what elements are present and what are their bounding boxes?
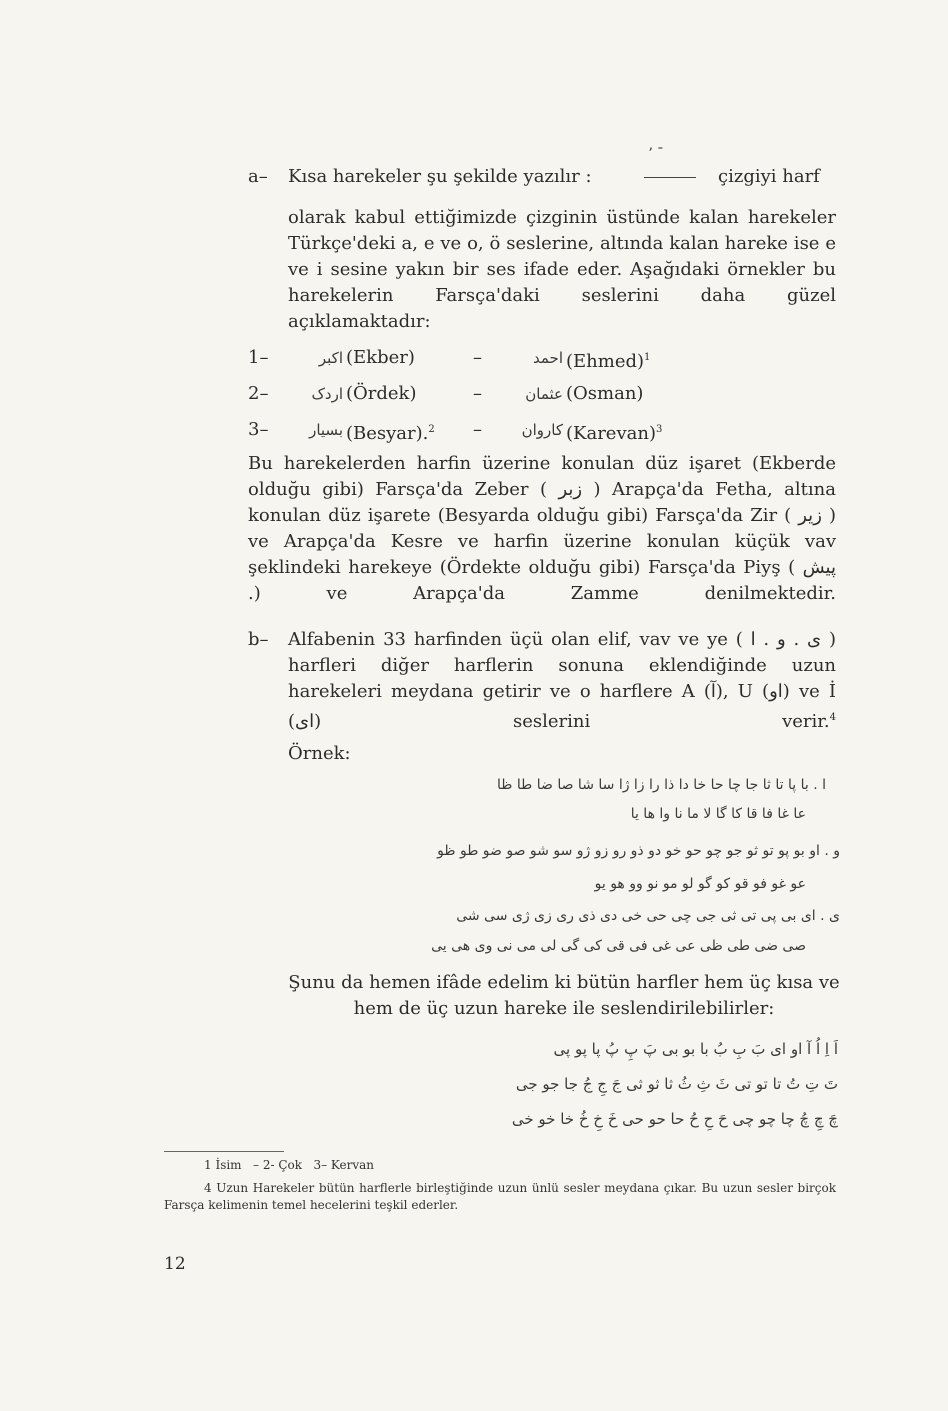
example-row	[248, 417, 708, 445]
ornek-heading: Örnek:	[288, 743, 351, 764]
arabic-row: ا . با پا تا ثا جا چا حا خا دا ذا را زا ژا سا شا صا ضا طا ظا	[497, 777, 826, 793]
harf-row: تَ تِ تُ تا تو تی ثَ ثِ ثُ ثا ثو ثی جَ جِ جُ جا جو جی	[515, 1075, 838, 1093]
section-a-after-mark: çizgiyi harf	[718, 166, 820, 187]
harf-row: اَ اِ اُ آ او ای بَ بِ بُ با بو بی پَ پِ پُ پا پو پی	[553, 1040, 838, 1058]
section-b-text: Alfabenin 33 harfinden üçü olan elif, vav ve ye ( ی . و . ا ) harfleri diğer harflerin sonuna eklendiğinde uzun harekeleri meydana getirir ve o harflere A (آ), U (او) ve İ (ای) seslerini verir.$^4$	[288, 629, 836, 732]
farsi-word: احمد	[533, 349, 563, 367]
example-number: 3–	[248, 419, 269, 440]
section-a-first-line: Kısa harekeler şu şekilde yazılır :	[288, 166, 592, 187]
dash: –	[473, 347, 482, 368]
dash: –	[473, 383, 482, 404]
arabic-row: و . او بو پو تو ثو جو چو حو خو دو ذو رو زو ژو سو شو صو ضو طو ظو	[437, 843, 840, 859]
arabic-row: عو غو فو قو کو گو لو مو نو وو هو یو	[594, 876, 806, 892]
footnote-separator	[164, 1151, 284, 1152]
section-b-label: b–	[248, 629, 269, 650]
transliteration: (Ördek)	[346, 383, 417, 404]
section-a-body: olarak kabul ettiğimizde çizginin üstünde kalan harekeler Türkçe'deki a, e ve o, ö seslerine, altında kalan hareke ise e ve i sesine yakın bir ses ifade eder. Aşağıdaki örnekler bu harekelerin Farsça'daki seslerini daha güzel açıklamaktadır:	[288, 207, 836, 332]
farsi-word: عثمان	[525, 385, 563, 403]
farsi-word: اردک	[311, 385, 343, 403]
footnote-1-3: 1 İsim – 2- Çok 3– Kervan	[204, 1158, 375, 1172]
example-row	[248, 381, 708, 409]
farsi-word: کاروان	[521, 421, 563, 439]
arabic-row: عا غا فا قا کا گا لا ما نا وا ها یا	[630, 806, 806, 822]
sunu-paragraph: Şunu da hemen ifâde edelim ki bütün harfler hem üç kısa ve hem de üç uzun hareke ile seslendirilebilirler:	[288, 972, 840, 1019]
example-row	[248, 345, 708, 373]
transliteration: (Besyar).$^2$	[346, 423, 435, 444]
section-a-label: a–	[248, 166, 268, 187]
transliteration: (Karevan)$^3$	[566, 423, 663, 444]
hareke-marks: ʼ ˉ	[648, 146, 664, 162]
footnote-4: 4 Uzun Harekeler bütün harflerle birleştiğinde uzun ünlü sesler meydana çıkar. Bu uzun sesler birçok Farsça kelimenin temel hecelerini teşkil ederler.	[164, 1181, 836, 1212]
farsi-word: اکبر	[318, 349, 343, 367]
transliteration: (Osman)	[566, 383, 644, 404]
transliteration: (Ehmed)$^1$	[566, 351, 651, 372]
arabic-row: ی . ای بی پی تی ثی جی چی حی خی دی ذی ری زی ژی سی شی	[456, 908, 840, 924]
example-number: 2–	[248, 383, 269, 404]
transliteration: (Ekber)	[346, 347, 415, 368]
hareke-line	[644, 177, 696, 178]
dash: –	[473, 419, 482, 440]
harekeler-paragraph: Bu harekelerden harfin üzerine konulan düz işaret (Ekberde olduğu gibi) Farsça'da Zeber ( زبر ) Arapça'da Fetha, altına konulan düz işarete (Besyarda olduğu gibi) Farsça'da Zir ( زیر ) ve Arapça'da Kesre ve harfin üzerine konulan küçük vav şeklindeki harekeye (Ördekte olduğu gibi) Farsça'da Piyş ( پیش .) ve Arapça'da Zamme denilmektedir.	[248, 453, 836, 604]
farsi-word: بسیار	[309, 421, 343, 439]
arabic-row: صی ضی طی ظی عی غی فی قی کی گی لی می نی وی هی یی	[431, 938, 806, 954]
page-number: 12	[164, 1254, 186, 1274]
example-number: 1–	[248, 347, 269, 368]
harf-row: چَ چِ چُ چا چو چی حَ حِ حُ حا حو حی خَ خِ خُ خا خو خی	[511, 1110, 838, 1128]
